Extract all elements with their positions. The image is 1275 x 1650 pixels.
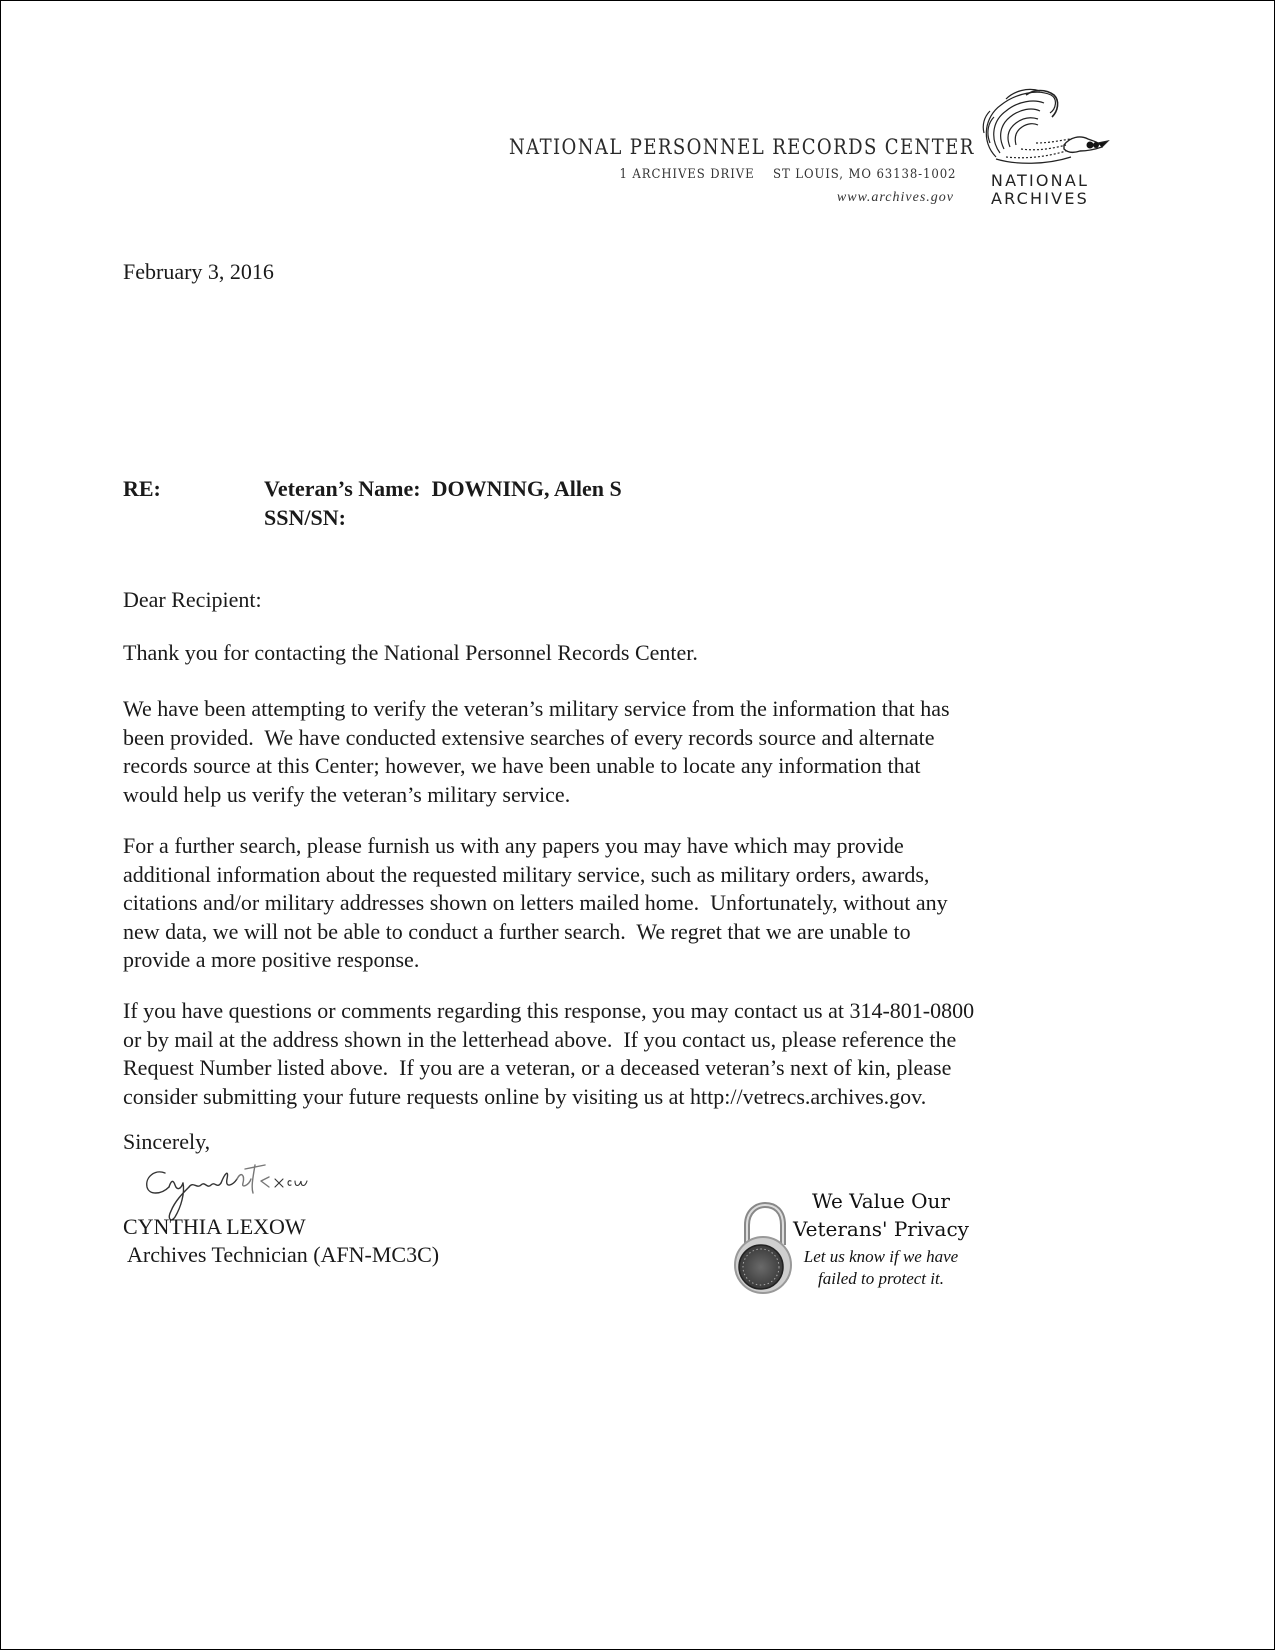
salutation: Dear Recipient: [123, 587, 262, 612]
letterhead-organization: NATIONAL PERSONNEL RECORDS CENTER [509, 135, 975, 159]
paragraph-line: If you have questions or comments regarding this response, you may contact us at 314-801-0800 [123, 998, 975, 1023]
logo-line-national: NATIONAL [990, 171, 1090, 190]
paragraph-line: consider submitting your future requests online by visiting us at http://vetrecs.archives.gov. [123, 1083, 927, 1109]
paragraph-line: been provided. We have conducted extensive searches of every records source and alternate [123, 724, 935, 750]
privacy-heading-line2: Veterans' Privacy [793, 1217, 969, 1241]
letter-date: February 3, 2016 [123, 259, 274, 284]
letterhead-address: 1 ARCHIVES DRIVE ST LOUIS, MO 63138-1002 [619, 167, 956, 182]
paragraph-line: or by mail at the address shown in the letterhead above. If you contact us, please reference the [123, 1026, 957, 1052]
thanks-line: Thank you for contacting the National Personnel Records Center. [123, 640, 698, 665]
privacy-tagline-line1: Let us know if we have [803, 1247, 959, 1266]
re-label: RE: [123, 476, 161, 501]
paragraph-verification [123, 695, 1083, 809]
privacy-tagline-line2: failed to protect it. [818, 1269, 944, 1288]
paragraph-line: provide a more positive response. [123, 947, 420, 972]
paragraph-line: would help us verify the veteran’s military service. [123, 781, 571, 807]
paragraph-line: For a further search, please furnish us with any papers you may have which may provide [123, 833, 904, 858]
paragraph-line: records source at this Center; however, we have been unable to locate any information that [123, 753, 921, 778]
eagle-icon [976, 87, 1111, 171]
paragraph-line: additional information about the requested military service, such as military orders, awards, [123, 861, 930, 887]
paragraph-further-search [123, 832, 1083, 975]
paragraph-contact [123, 997, 1083, 1111]
paragraph-line: We have been attempting to verify the veteran’s military service from the information that has [123, 696, 950, 721]
veteran-name: Veteran’s Name: DOWNING, Allen S [264, 476, 622, 501]
signer-title: Archives Technician (AFN-MC3C) [127, 1242, 440, 1267]
closing: Sincerely, [123, 1129, 211, 1154]
ssn-label: SSN/SN: [264, 505, 346, 530]
privacy-heading-line1: We Value Our [812, 1189, 950, 1213]
logo-line-archives: ARCHIVES [991, 189, 1089, 208]
paragraph-line: citations and/or military addresses shown on letters mailed home. Unfortunately, without any [123, 890, 948, 915]
paragraph-line: Request Number listed above. If you are a veteran, or a deceased veteran’s next of kin, please [123, 1055, 952, 1080]
paragraph-line: new data, we will not be able to conduct a further search. We regret that we are unable to [123, 918, 911, 944]
letterhead-website: www.archives.gov [836, 190, 954, 205]
signer-name: CYNTHIA LEXOW [123, 1214, 306, 1239]
logo-wordmark [984, 172, 1096, 208]
